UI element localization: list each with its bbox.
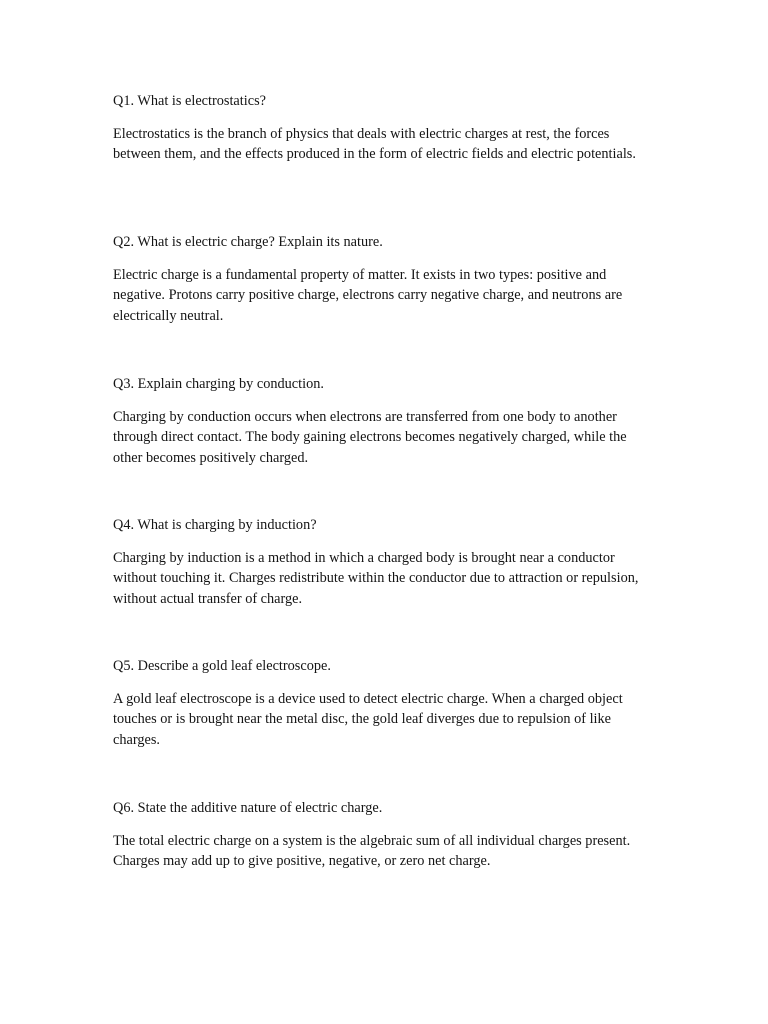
- answer-4: Charging by induction is a method in which a charged body is brought near a conductor without touching it. Charges redistribute within the conductor due to attraction or repulsion, without actual transfer of charge.: [113, 549, 639, 607]
- qa-block-5: [113, 656, 658, 750]
- qa-block-2: [113, 232, 658, 326]
- question-2: Q2. What is electric charge? Explain its nature.: [113, 234, 383, 250]
- answer-5: A gold leaf electroscope is a device used to detect electric charge. When a charged object touches or is brought near the metal disc, the gold leaf diverges due to repulsion of like charges.: [113, 690, 623, 748]
- answer-6: The total electric charge on a system is the algebraic sum of all individual charges present. Charges may add up to give positive, negative, or zero net charge.: [113, 832, 631, 869]
- qa-block-4: [113, 515, 658, 609]
- answer-2: Electric charge is a fundamental property of matter. It exists in two types: positive and negative. Protons carry positive charge, electrons carry negative charge, and neutrons are electrically neutral.: [113, 266, 623, 324]
- question-3: Q3. Explain charging by conduction.: [113, 376, 324, 392]
- qa-block-1: [113, 91, 658, 165]
- qa-block-3: [113, 374, 658, 468]
- question-1: Q1. What is electrostatics?: [113, 93, 266, 109]
- question-5: Q5. Describe a gold leaf electroscope.: [113, 658, 331, 674]
- answer-1: Electrostatics is the branch of physics that deals with electric charges at rest, the forces between them, and the effects produced in the form of electric fields and electric potentials.: [113, 125, 636, 162]
- question-6: Q6. State the additive nature of electric charge.: [113, 800, 383, 816]
- qa-block-6: [113, 798, 658, 872]
- question-4: Q4. What is charging by induction?: [113, 517, 317, 533]
- answer-3: Charging by conduction occurs when electrons are transferred from one body to another through direct contact. The body gaining electrons becomes negatively charged, while the other becomes positively charged.: [113, 408, 627, 466]
